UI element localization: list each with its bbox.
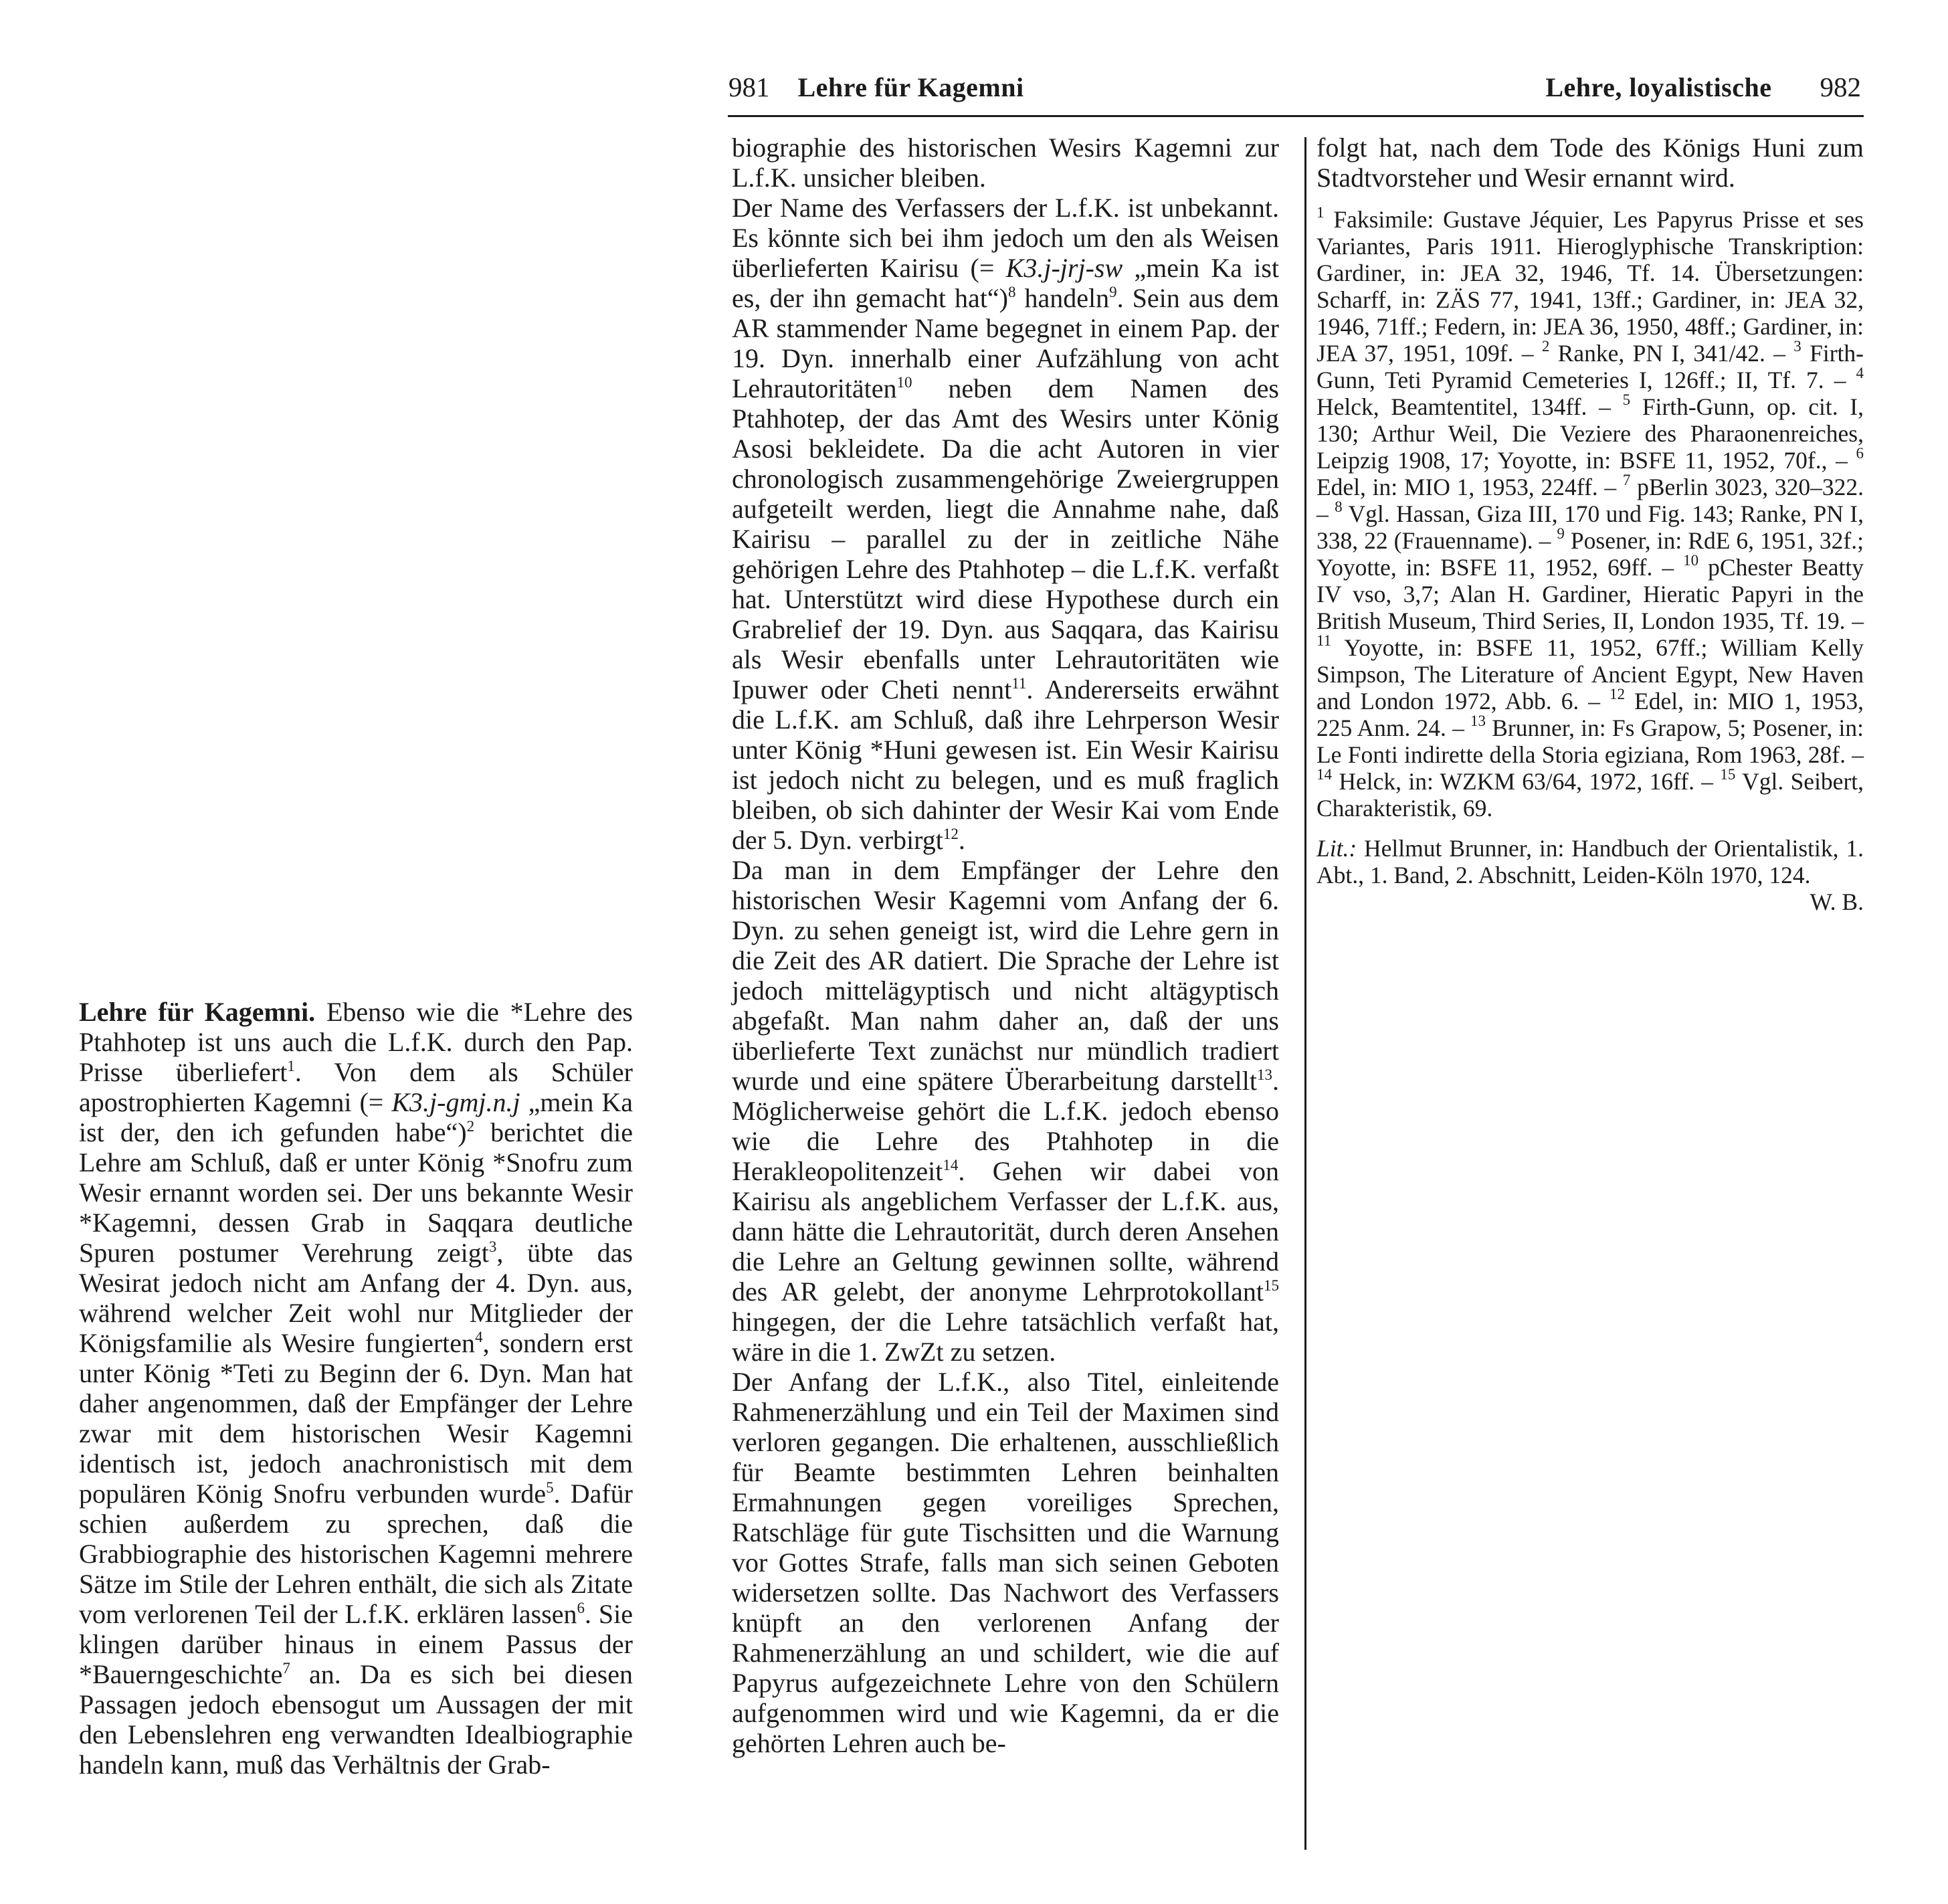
literature-label: Lit.:: [1317, 835, 1357, 862]
text-run: . Dafür schien außerdem zu sprechen, daß die Grabbiographie des historischen Kagemni mehrere Sätze im Stile der Lehren enthält, die sich als Zitate vom verlorenen Teil der L.f.K. erklären lassen: [79, 1479, 633, 1629]
column-1: [79, 997, 633, 1780]
footnote-ref: 5: [546, 1479, 554, 1496]
footnote-number: 5: [1622, 391, 1631, 408]
paragraph-author: [732, 193, 1279, 855]
running-title-left: Lehre für Kagemni: [797, 72, 1024, 102]
footnote-number: 6: [1856, 445, 1864, 462]
running-header-left: [728, 67, 1024, 108]
paragraph-continuation: biographie des historischen Wesirs Kagemni zur L.f.K. unsicher bleiben.: [732, 132, 1279, 193]
footnote-ref: 1: [287, 1058, 295, 1074]
text-run: berichtet die Lehre am Schluß, daß er unter König *Snofru zum Wesir ernannt worden sei. Der uns bekannte Wesir *Kagemni, dessen Grab in Saqqara deutliche Spuren postumer Verehrung zeigt: [79, 1117, 633, 1268]
text-run: Ebenso wie die *Lehre des Ptahhotep ist uns auch die L.f.K. durch den Pap. Prisse überliefert: [79, 997, 634, 1087]
text-run: „mein Ka ist der, den ich gefunden habe“): [79, 1087, 633, 1147]
text-run: an. Da es sich bei diesen Passagen jedoch ebensogut um Aussagen der mit den Lebenslehren eng verwandten Idealbiographie handeln kann, muß das Verhältnis der Grab-: [79, 1659, 633, 1780]
footnote-ref: 4: [475, 1329, 483, 1345]
column-divider: [1304, 137, 1306, 1850]
transliteration: K3.j-gmj.n.j: [391, 1087, 520, 1117]
running-header-right: [1545, 67, 1861, 108]
paragraph-continuation: folgt hat, nach dem Tode des Königs Huni zum Stadtvorsteher und Wesir ernannt wird.: [1317, 132, 1864, 193]
text-run: hingegen, der die Lehre tatsächlich verfaßt hat, wäre in die 1. ZwZt zu setzen.: [732, 1307, 1279, 1367]
footnote-number: 11: [1317, 632, 1332, 649]
text-run: Da man in dem Empfänger der Lehre den historischen Wesir Kagemni vom Anfang der 6. Dyn. zu sehen geneigt ist, wird die Lehre gern in die Zeit des AR datiert. Die Sprache der Lehre ist jedoch mittelägyptisch und nicht altägyptisch abgefaßt. Man nahm daher an, daß der uns überlieferte Text zunächst nur mündlich tradiert wurde und eine spätere Überarbeitung darstellt: [732, 855, 1279, 1096]
footnote-ref: 2: [466, 1118, 475, 1135]
text-run: handeln: [1015, 283, 1110, 313]
footnote-number: 1: [1317, 204, 1325, 221]
footnote-ref: 10: [896, 374, 912, 391]
text-run: , sondern erst unter König *Teti zu Beginn der 6. Dyn. Man hat daher angenommen, daß der Empfänger der Lehre zwar mit dem historischen Wesir Kagemni identisch ist, jedoch anachronistisch mit dem populären König Snofru verbunden wurde: [79, 1328, 633, 1509]
footnote-ref: 8: [1008, 284, 1016, 300]
text-run: .: [958, 825, 965, 855]
footnote-ref: 11: [1011, 675, 1027, 692]
footnote-text: Vgl. Hassan, Giza III, 170 und Fig. 143; Ranke, PN I, 338, 22 (Frauenname). –: [1317, 500, 1864, 554]
footnote-text: Ranke, PN I, 341/42. –: [1549, 340, 1794, 367]
entry-paragraph-1: [79, 997, 633, 1780]
text-run: . Von dem als Schüler apostrophierten Kagemni (=: [79, 1057, 633, 1117]
footnote-text: Helck, Beamtentitel, 134ff. –: [1317, 393, 1623, 420]
footnote-ref: 9: [1109, 284, 1117, 300]
footnote-number: 13: [1470, 712, 1486, 729]
footnote-number: 12: [1610, 686, 1626, 702]
footnote-text: pBerlin 3023, 320–322. –: [1317, 474, 1864, 527]
footnote-number: 2: [1541, 338, 1550, 355]
footnote-ref: 3: [488, 1238, 497, 1255]
text-run: . Sie klingen darüber hinaus in einem Passus der *Bauerngeschichte: [79, 1599, 633, 1689]
footnote-text: Yoyotte, in: BSFE 11, 1952, 67ff.; William Kelly Simpson, The Literature of Ancient Egypt, New Haven and London 1972, Abb. 6. –: [1317, 634, 1864, 715]
text-run: . Gehen wir dabei von Kairisu als angeblichem Verfasser der L.f.K. aus, dann hätte die Lehrautorität, durch deren Ansehen die Lehre an Geltung gewinnen sollte, während des AR gelebt, der anonyme Lehrprotokollant: [732, 1156, 1279, 1307]
text-run: , übte das Wesirat jedoch nicht am Anfang der 4. Dyn. aus, während welcher Zeit wohl nur Mitglieder der Königsfamilie als Wesire fungierten: [79, 1238, 633, 1358]
footnote-text: Edel, in: MIO 1, 1953, 224ff. –: [1317, 474, 1623, 500]
footnote-text: Posener, in: RdE 6, 1951, 32f.; Yoyotte, in: BSFE 11, 1952, 69ff. –: [1317, 527, 1864, 581]
text-run: . Möglicherweise gehört die L.f.K. jedoch ebenso wie die Lehre des Ptahhotep in die Herakleopolitenzeit: [732, 1066, 1279, 1186]
running-title-right: Lehre, loyalistische: [1545, 72, 1772, 102]
text-run: neben dem Namen des Ptahhotep, der das Amt des Wesirs unter König Asosi bekleidete. Da die acht Autoren in vier chronologisch zusammengehörige Zweiergruppen aufgeteilt werden, liegt die Annahme nahe, daß Kairisu – parallel zu der in zeitliche Nähe gehörigen Lehre des Ptahhotep – die L.f.K. verfaßt hat. Unterstützt wird diese Hypothese durch ein Grabrelief der 19. Dyn. aus Saqqara, das Kairisu als Wesir ebenfalls unter Lehrautoritäten wie Ipuwer oder Cheti nennt: [732, 373, 1279, 704]
footnote-text: pChester Beatty IV vso, 3,7; Alan H. Gardiner, Hieratic Papyri in the British Museum, Third Series, II, London 1935, Tf. 19. –: [1317, 554, 1864, 634]
page-number-left: 981: [728, 72, 770, 102]
footnote-text: Edel, in: MIO 1, 1953, 225 Anm. 24. –: [1317, 688, 1864, 741]
footnote-number: 15: [1720, 766, 1736, 783]
footnote-number: 3: [1793, 338, 1801, 355]
footnote-ref: 12: [943, 826, 959, 842]
footnotes: [1317, 206, 1864, 822]
literature-section: [1317, 835, 1864, 915]
paragraph-content: Der Anfang der L.f.K., also Titel, einleitende Rahmenerzählung und ein Teil der Maximen sind verloren gegangen. Die erhaltenen, ausschließlich für Beamte bestimmten Lehren beinhalten Ermahnungen gegen voreiliges Sprechen, Ratschläge für gute Tischsitten und die Warnung vor Gottes Strafe, falls man sich seinen Geboten widersetzen sollte. Das Nachwort des Verfassers knüpft an den verlorenen Anfang der Rahmenerzählung an und schildert, wie die auf Papyrus aufgezeichnete Lehre von den Schülern aufgenommen wird und wie Kagemni, da er die gehörten Lehren auch be-: [732, 1367, 1279, 1758]
text-run: . Sein aus dem AR stammender Name begegnet in einem Pap. der 19. Dyn. innerhalb einer Aufzählung von acht Lehrautoritäten: [732, 283, 1279, 403]
footnote-text: Vgl. Seibert, Charakteristik, 69.: [1317, 768, 1864, 822]
footnote-number: 10: [1683, 552, 1699, 569]
footnote-number: 8: [1335, 498, 1343, 515]
text-run: „mein Ka ist es, der ihn gemacht hat“): [732, 253, 1280, 313]
footnote-ref: 15: [1264, 1277, 1279, 1294]
footnote-ref: 6: [577, 1600, 585, 1616]
page-number-right: 982: [1820, 72, 1861, 102]
footnote-ref: 14: [943, 1157, 959, 1173]
paragraph-dating: [732, 855, 1279, 1367]
entry-lemma: Lehre für Kagemni.: [79, 997, 316, 1027]
header-rule: [728, 115, 1864, 117]
footnote-ref: 13: [1257, 1066, 1272, 1083]
footnote-number: 7: [1622, 472, 1631, 488]
footnote-text: Helck, in: WZKM 63/64, 1972, 16ff. –: [1332, 768, 1721, 795]
literature-text: Hellmut Brunner, in: Handbuch der Orientalistik, 1. Abt., 1. Band, 2. Abschnitt, Leiden-Köln 1970, 124.: [1317, 835, 1864, 888]
footnote-text: Firth-Gunn, Teti Pyramid Cemeteries I, 126ff.; II, Tf. 7. –: [1317, 340, 1864, 393]
footnote-ref: 7: [282, 1660, 290, 1677]
footnote-number: 4: [1856, 365, 1864, 381]
transliteration: K3.j-jrj-sw: [1005, 253, 1123, 283]
footnote-text: Brunner, in: Fs Grapow, 5; Posener, in: Le Fonti indirette della Storia egiziana, Rom 1963, 28f. –: [1317, 715, 1864, 768]
column-3: [1317, 132, 1864, 915]
author-signature: W. B.: [1810, 888, 1864, 915]
footnote-number: 9: [1557, 525, 1565, 542]
text-run: Der Name des Verfassers der L.f.K. ist unbekannt. Es könnte sich bei ihm jedoch um den als Weisen überlieferten Kairisu (=: [732, 193, 1279, 283]
column-2: [732, 132, 1279, 1758]
text-run: . Andererseits erwähnt die L.f.K. am Schluß, daß ihre Lehrperson Wesir unter König *Huni gewesen ist. Ein Wesir Kairisu ist jedoch nicht zu belegen, und es muß fraglich bleiben, ob sich dahinter der Wesir Kai vom Ende der 5. Dyn. verbirgt: [732, 674, 1279, 855]
footnote-text: Firth-Gunn, op. cit. I, 130; Arthur Weil, Die Veziere des Pharaonenreiches, Leipzig 1908, 17; Yoyotte, in: BSFE 11, 1952, 70f., –: [1317, 393, 1864, 474]
footnote-text: Faksimile: Gustave Jéquier, Les Papyrus Prisse et ses Variantes, Paris 1911. Hieroglyphische Transkription: Gardiner, in: JEA 32, 1946, Tf. 14. Übersetzungen: Scharff, in: ZÄS 77, 1941, 13ff.; Gardiner, in: JEA 32, 1946, 71ff.; Federn, in: JEA 36, 1950, 48ff.; Gardiner, in: JEA 37, 1951, 109f. –: [1317, 206, 1864, 367]
footnote-number: 14: [1317, 766, 1332, 783]
